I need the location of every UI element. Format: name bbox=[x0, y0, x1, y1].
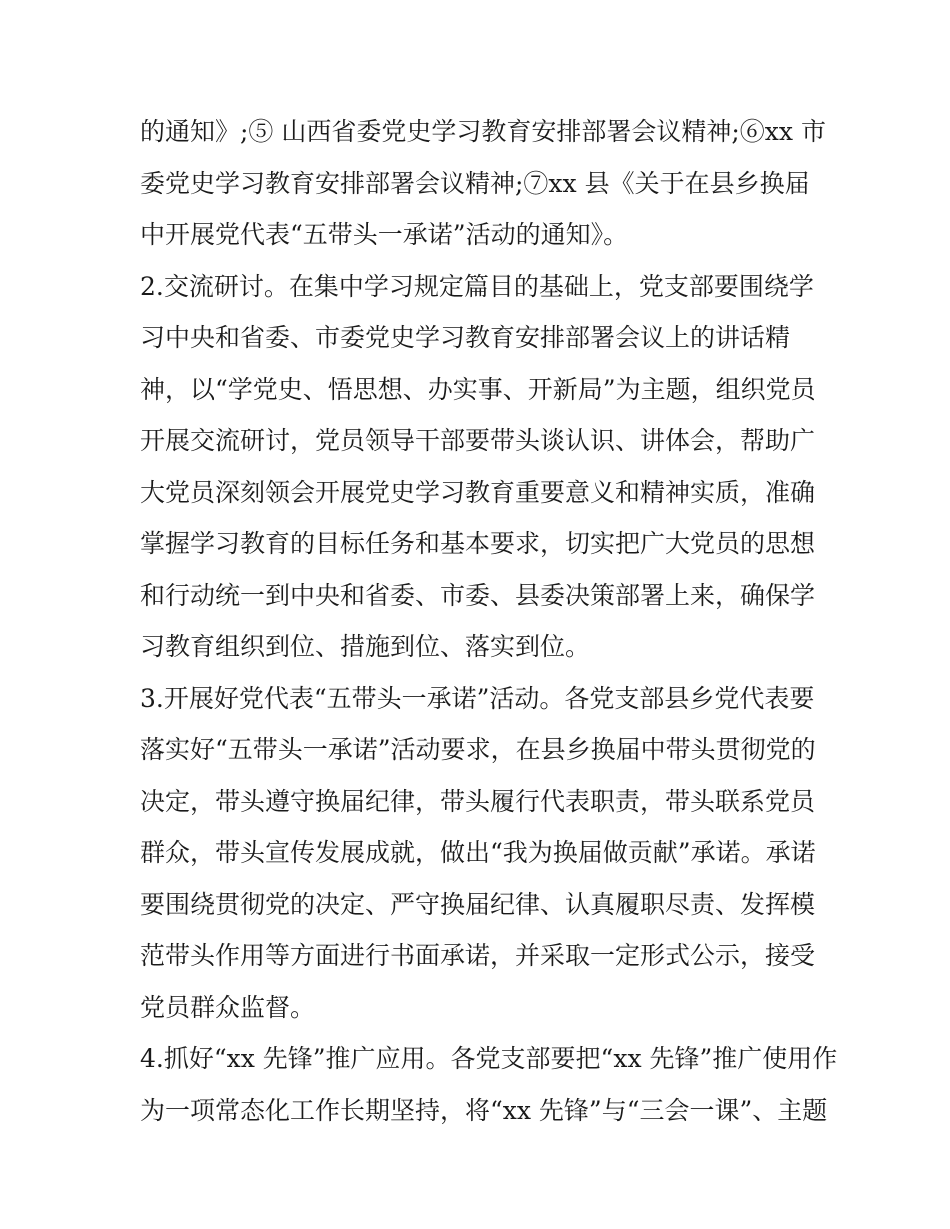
text-line: 为一项常态化工作长期坚持，将“xx 先锋”与“三会一课”、主题 bbox=[140, 1095, 828, 1125]
text-line: 委党史学习教育安排部署会议精神;⑦xx 县《关于在县乡换届 bbox=[140, 168, 810, 198]
text-line: 要围绕贯彻党的决定、严守换届纪律、认真履职尽责、发挥模 bbox=[140, 889, 816, 919]
text-line: 习中央和省委、市委党史学习教育安排部署会议上的讲话精 bbox=[140, 323, 791, 352]
document-body bbox=[140, 106, 838, 1136]
text-line: 的通知》;⑤ 山西省委党史学习教育安排部署会议精神;⑥xx 市 bbox=[140, 117, 826, 146]
text-line: 决定，带头遵守换届纪律，带头履行代表职责，带头联系党员 bbox=[140, 786, 816, 816]
text-line: 落实好“五带头一承诺”活动要求，在县乡换届中带头贯彻党的 bbox=[140, 735, 816, 764]
text-line: 大党员深刻领会开展党史学习教育重要意义和精神实质，准确 bbox=[140, 477, 816, 507]
text-line: 掌握学习教育的目标任务和基本要求，切实把广大党员的思想 bbox=[140, 529, 816, 558]
text-line: 习教育组织到位、措施到位、落实到位。 bbox=[140, 632, 591, 661]
text-line: 神，以“学党史、悟思想、办实事、开新局”为主题，组织党员 bbox=[140, 374, 816, 404]
text-line: 和行动统一到中央和省委、市委、县委决策部署上来，确保学 bbox=[140, 580, 816, 610]
text-line: 党员群众监督。 bbox=[140, 992, 316, 1022]
text-line: 开展交流研讨，党员领导干部要带头谈认识、讲体会，帮助广 bbox=[140, 426, 816, 455]
text-line: 2.交流研讨。在集中学习规定篇目的基础上，党支部要围绕学 bbox=[140, 271, 814, 301]
text-line: 4.抓好“xx 先锋”推广应用。各党支部要把“xx 先锋”推广使用作 bbox=[140, 1044, 838, 1073]
text-line: 群众，带头宣传发展成就，做出“我为换届做贡献”承诺。承诺 bbox=[140, 838, 816, 867]
text-line: 中开展党代表“五带头一承诺”活动的通知》。 bbox=[140, 220, 629, 249]
text-line: 范带头作用等方面进行书面承诺，并采取一定形式公示，接受 bbox=[140, 941, 816, 970]
text-line: 3.开展好党代表“五带头一承诺”活动。各党支部县乡党代表要 bbox=[140, 683, 815, 713]
